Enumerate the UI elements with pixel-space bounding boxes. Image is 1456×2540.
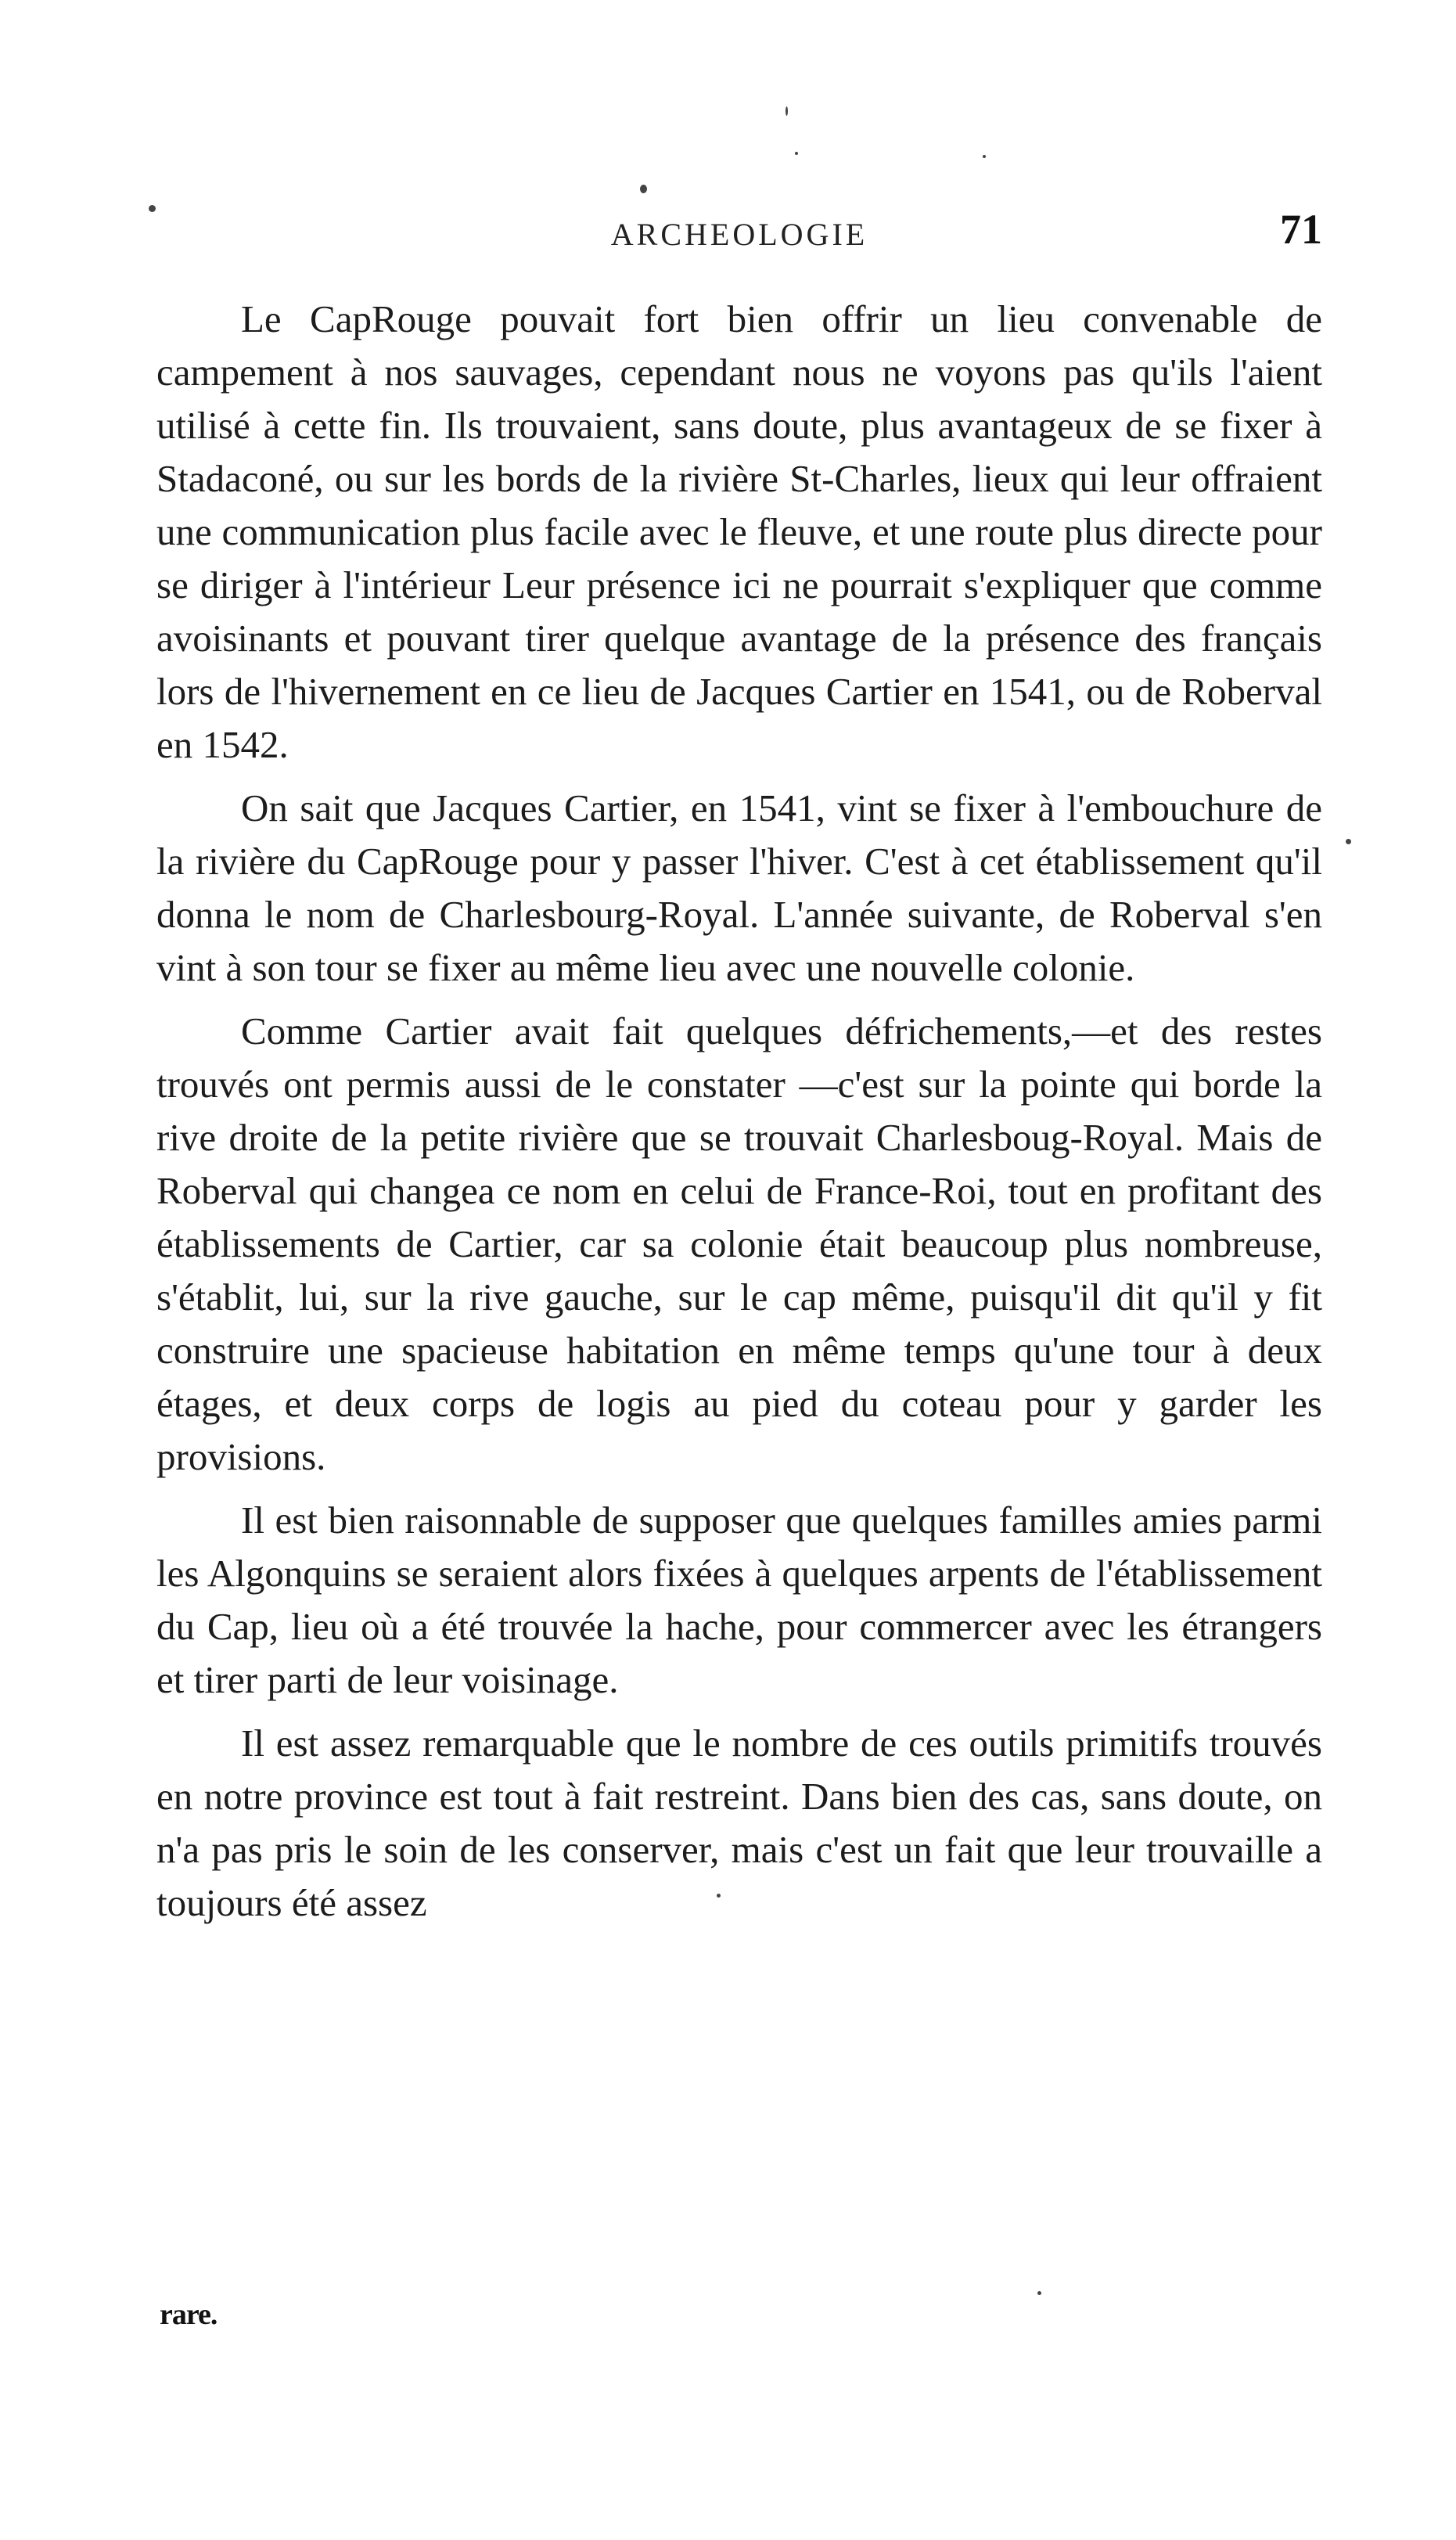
paragraph: Comme Cartier avait fait quelques défrichements,—et des restes trouvés ont permis aussi de le constater —c'est sur la pointe qui borde la rive droite de la petite rivière que se trouvait Charlesboug-Royal. Mais de Roberval qui changea ce nom en celui de France-Roi, tout en profitant des établissements de Cartier, car sa colonie était beaucoup plus nombreuse, s'établit, lui, sur la rive gauche, sur le cap même, puisqu'il dit qu'il y fit construire une spacieuse habitation en même temps qu'une tour à deux étages, et deux corps de logis au pied du coteau pour y garder les provisions. xyxy=(156,1009,1322,1478)
catchword: rare. xyxy=(160,2298,218,2331)
ink-speck xyxy=(795,152,798,155)
paragraph: Il est bien raisonnable de supposer que quelques familles amies parmi les Algonquins se seraient alors fixées à quelques arpents de l'établissement du Cap, lieu où a été trouvée la hache, pour commercer avec les étrangers et tirer parti de leur voisinage. xyxy=(156,1498,1322,1701)
page-header xyxy=(156,205,1322,268)
paragraph: Il est assez remarquable que le nombre de ces outils primitifs trouvés en notre province est tout à fait restreint. Dans bien des cas, sans doute, on n'a pas pris le soin de les conserver, mais c'est un fait que leur trouvaille a toujours été assez xyxy=(156,1722,1322,1924)
ink-speck xyxy=(983,155,986,158)
body-text xyxy=(156,293,1322,1940)
ink-speck xyxy=(1346,839,1351,844)
running-head: ARCHEOLOGIE xyxy=(610,217,868,252)
paragraph: On sait que Jacques Cartier, en 1541, vint se fixer à l'embouchure de la rivière du CapRouge pour y passer l'hiver. C'est à cet établissement qu'il donna le nom de Charlesbourg-Royal. L'année suivante, de Roberval s'en vint à son tour se fixer au même lieu avec une nouvelle colonie. xyxy=(156,786,1322,989)
ink-speck xyxy=(640,185,647,193)
ink-speck xyxy=(1037,2291,1041,2295)
ink-speck xyxy=(786,106,788,116)
paragraph: Le CapRouge pouvait fort bien offrir un lieu convenable de campement à nos sauvages, cependant nous ne voyons pas qu'ils l'aient utilisé à cette fin. Ils trouvaient, sans doute, plus avantageux de se fixer à Stadaconé, ou sur les bords de la rivière St-Charles, lieux qui leur offraient une communication plus facile avec le fleuve, et une route plus directe pour se diriger à l'intérieur Leur présence ici ne pourrait s'expliquer que comme avoisinants et pouvant tirer quelque avantage de la présence des français lors de l'hivernement en ce lieu de Jacques Cartier en 1541, ou de Roberval en 1542. xyxy=(156,297,1322,766)
ink-speck xyxy=(149,205,156,212)
page-number: 71 xyxy=(1280,206,1322,253)
